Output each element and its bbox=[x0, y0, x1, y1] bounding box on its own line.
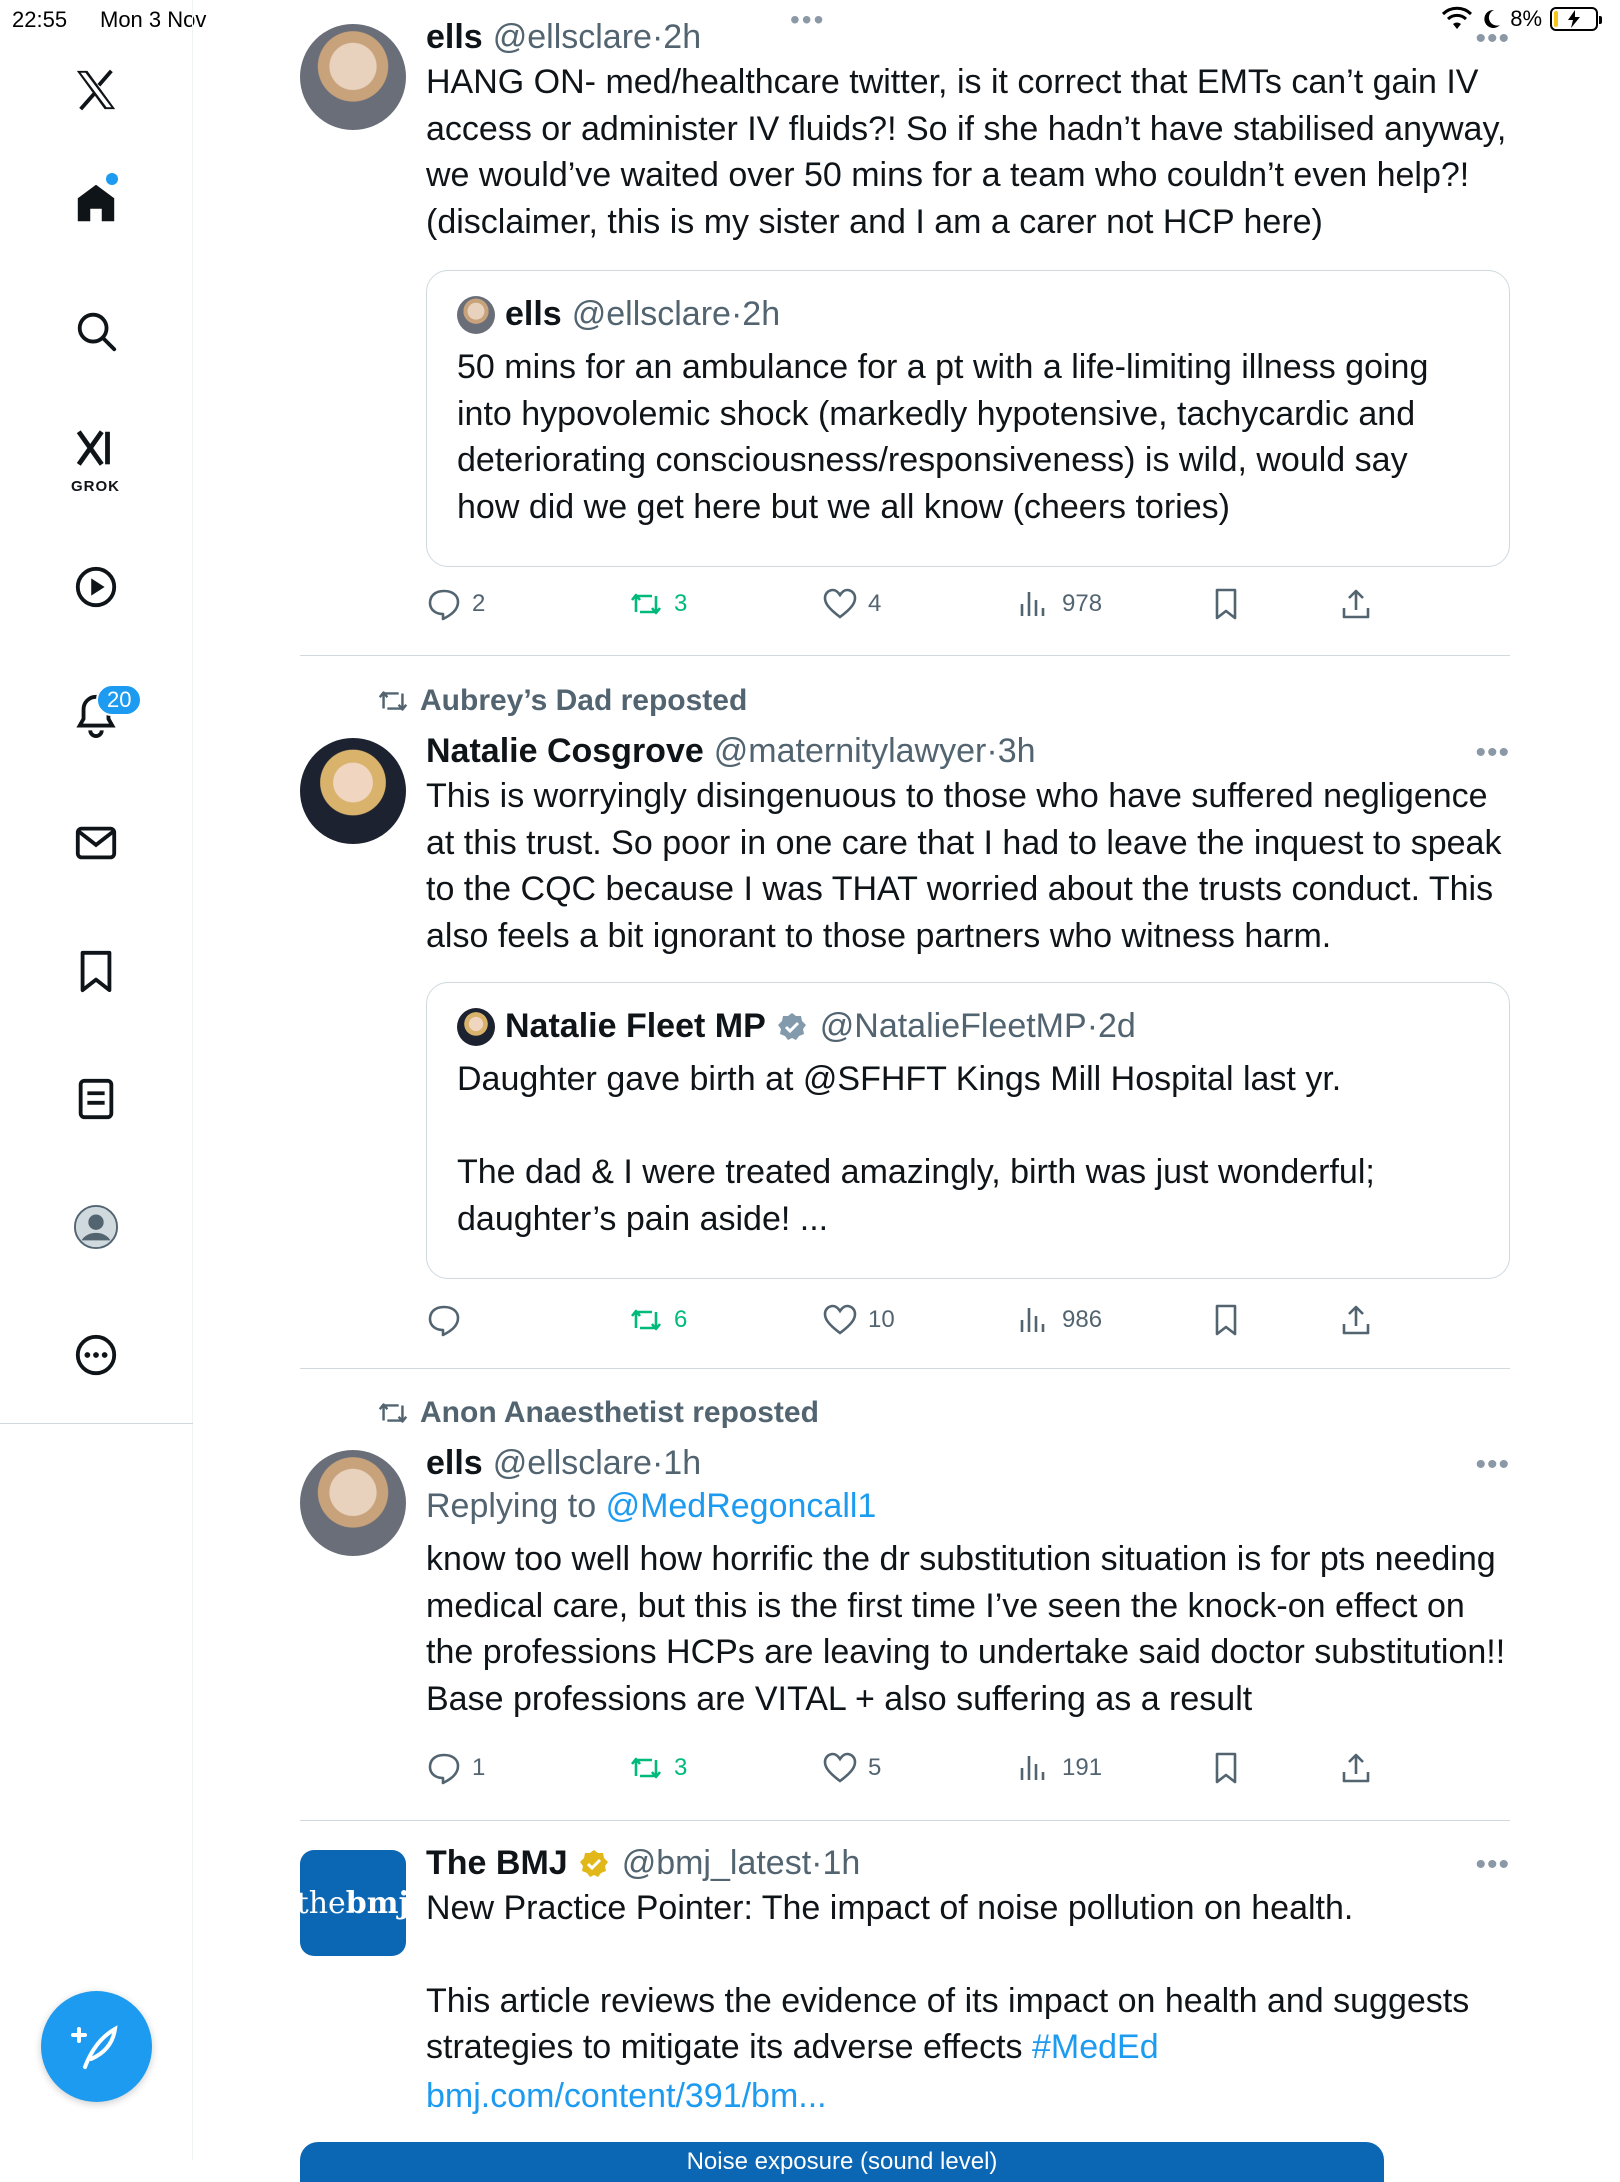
reply-button[interactable] bbox=[426, 586, 485, 622]
sidebar bbox=[0, 0, 193, 2160]
bookmark-icon bbox=[1208, 586, 1244, 622]
views-button[interactable] bbox=[1016, 1750, 1102, 1786]
avatar[interactable] bbox=[300, 738, 406, 844]
tweet-time[interactable]: 1h bbox=[663, 1444, 702, 1482]
quoted-avatar bbox=[457, 1008, 495, 1046]
article-url-link[interactable]: bmj.com/content/391/bm... bbox=[426, 2076, 827, 2115]
like-count: 10 bbox=[868, 1306, 895, 1333]
views-button[interactable] bbox=[1016, 586, 1102, 622]
quoted-tweet[interactable] bbox=[426, 982, 1510, 1279]
share-icon bbox=[1338, 586, 1374, 622]
repost-icon bbox=[376, 684, 410, 718]
link-card-preview[interactable] bbox=[300, 2142, 1384, 2182]
author-handle[interactable]: @maternitylawyer bbox=[713, 732, 987, 770]
reply-icon bbox=[426, 586, 462, 622]
share-button[interactable] bbox=[1338, 586, 1374, 622]
compose-post-button[interactable] bbox=[41, 1991, 152, 2102]
like-button[interactable] bbox=[822, 1750, 881, 1786]
quoted-tweet-time: 2h bbox=[742, 295, 781, 333]
tweet[interactable] bbox=[300, 18, 1510, 648]
tweet-text-paragraph-2 bbox=[426, 1978, 1510, 2071]
repost-icon bbox=[628, 586, 664, 622]
repost-icon bbox=[628, 1750, 664, 1786]
author-name[interactable]: ells bbox=[426, 1444, 483, 1482]
repost-button[interactable] bbox=[628, 1750, 687, 1786]
link-card-title: Noise exposure (sound level) bbox=[686, 2148, 998, 2175]
analytics-icon bbox=[1016, 586, 1052, 622]
repost-count: 3 bbox=[674, 1754, 688, 1781]
tweet[interactable] bbox=[300, 1444, 1510, 1784]
reposted-by-label: Aubrey’s Dad reposted bbox=[420, 684, 748, 717]
author-handle[interactable]: @bmj_latest bbox=[621, 1844, 812, 1882]
tweet-divider bbox=[300, 1820, 1510, 1821]
views-count: 986 bbox=[1062, 1306, 1103, 1333]
tweet-text: know too well how horrific the dr substitution situation is for pts needing medical care, but this is the first time I’ve seen the knock-on effect on the professions HCPs are leaving to undertake said doctor substitution!! Base professions are VITAL + also suffering as a result bbox=[426, 1540, 1506, 1718]
replying-to bbox=[426, 1487, 1510, 1526]
share-icon bbox=[1338, 1302, 1374, 1338]
tweet-text: HANG ON- med/healthcare twitter, is it correct that EMTs can’t gain IV access or administer IV fluids?! So if she hadn’t have stabilised anyway, we would’ve waited over 50 mins for a team who couldn’t even help?! (disclaimer, this is my sister and I am a carer not HCP here) bbox=[426, 63, 1507, 241]
more-options-icon[interactable]: ••• bbox=[1475, 736, 1510, 769]
compose-feather-icon bbox=[71, 2021, 123, 2073]
multitasking-dots-icon[interactable]: ••• bbox=[790, 4, 826, 35]
repost-indicator[interactable] bbox=[376, 684, 747, 718]
separator-dot: · bbox=[651, 1444, 664, 1482]
views-button[interactable] bbox=[1016, 1302, 1102, 1338]
quoted-author-name: Natalie Fleet MP bbox=[505, 1007, 766, 1045]
heart-icon bbox=[822, 1750, 858, 1786]
tweet-time[interactable]: 2h bbox=[663, 18, 702, 56]
separator-dot: · bbox=[730, 295, 743, 333]
verified-badge-icon bbox=[776, 1011, 808, 1043]
bmj-logo-text-b: bmj bbox=[345, 1885, 410, 1921]
repost-icon bbox=[628, 1302, 664, 1338]
reply-button[interactable] bbox=[426, 1302, 472, 1338]
home-icon[interactable] bbox=[61, 168, 131, 238]
quoted-author-handle: @ellsclare bbox=[571, 295, 731, 333]
avatar[interactable] bbox=[300, 1450, 406, 1556]
sidebar-divider bbox=[0, 1423, 193, 1424]
tweet-actions bbox=[426, 586, 1510, 630]
views-count: 978 bbox=[1062, 590, 1103, 617]
quoted-tweet-time: 2d bbox=[1098, 1007, 1136, 1045]
notifications-badge: 20 bbox=[96, 684, 142, 716]
tweet-header bbox=[426, 732, 1510, 771]
verified-gold-badge-icon bbox=[578, 1848, 610, 1880]
like-count: 5 bbox=[868, 1754, 882, 1781]
author-name[interactable]: ells bbox=[426, 18, 483, 56]
repost-button[interactable] bbox=[628, 1302, 687, 1338]
author-handle[interactable]: @ellsclare bbox=[492, 18, 652, 56]
quoted-avatar bbox=[457, 296, 495, 334]
tweet-text-line-1: New Practice Pointer: The impact of noise pollution on health. bbox=[426, 1889, 1354, 1927]
tweet-header bbox=[426, 18, 1510, 57]
heart-icon bbox=[822, 586, 858, 622]
heart-icon bbox=[822, 1302, 858, 1338]
like-count: 4 bbox=[868, 590, 882, 617]
reposted-by-label: Anon Anaesthetist reposted bbox=[420, 1396, 819, 1429]
share-button[interactable] bbox=[1338, 1302, 1374, 1338]
tweet[interactable] bbox=[296, 1844, 1510, 2144]
separator-dot: · bbox=[986, 732, 998, 770]
repost-indicator[interactable] bbox=[376, 1396, 819, 1430]
tweet-time[interactable]: 1h bbox=[822, 1844, 861, 1882]
bookmark-button[interactable] bbox=[1208, 1302, 1244, 1338]
repost-count: 3 bbox=[674, 590, 688, 617]
author-handle[interactable]: @ellsclare bbox=[492, 1444, 652, 1482]
profile-avatar-icon[interactable] bbox=[61, 1192, 131, 1262]
tweet-divider bbox=[300, 655, 1510, 656]
messages-mail-icon[interactable] bbox=[61, 808, 131, 878]
like-button[interactable] bbox=[822, 1302, 895, 1338]
more-options-icon[interactable]: ••• bbox=[1475, 1448, 1510, 1481]
lists-icon[interactable] bbox=[61, 1064, 131, 1134]
separator-dot: · bbox=[1086, 1007, 1099, 1045]
bookmarks-icon[interactable] bbox=[61, 936, 131, 1006]
bookmark-icon bbox=[1208, 1302, 1244, 1338]
tweet-divider bbox=[300, 1368, 1510, 1369]
home-unread-dot bbox=[106, 173, 118, 185]
quoted-tweet-text: 50 mins for an ambulance for a pt with a life-limiting illness going into hypovolemic shock (markedly hypotensive, tachycardic and deteriorating consciousness/responsiveness) is wild, would say how did we get here but we all know (cheers tories) bbox=[457, 348, 1429, 526]
tweet[interactable] bbox=[300, 732, 1510, 1342]
analytics-icon bbox=[1016, 1750, 1052, 1786]
reply-icon bbox=[426, 1750, 462, 1786]
more-options-icon[interactable]: ••• bbox=[1475, 22, 1510, 55]
analytics-icon bbox=[1016, 1302, 1052, 1338]
more-options-icon[interactable] bbox=[61, 1320, 131, 1390]
tweet-text-2: This article reviews the evidence of its impact on health and suggests strategies to mitigate its adverse effects bbox=[426, 1981, 1470, 2066]
grok-label: GROK bbox=[71, 478, 120, 495]
reply-icon bbox=[426, 1302, 462, 1338]
share-icon bbox=[1338, 1750, 1374, 1786]
grok-icon[interactable] bbox=[61, 414, 131, 484]
bmj-logo-text-a: the bbox=[296, 1885, 346, 1921]
tweet-time[interactable]: 3h bbox=[997, 732, 1036, 770]
avatar-bmj-logo[interactable] bbox=[296, 1850, 410, 1956]
author-name[interactable]: Natalie Cosgrove bbox=[426, 732, 704, 770]
quoted-author-name: ells bbox=[505, 295, 562, 333]
search-icon[interactable] bbox=[61, 296, 131, 366]
tweet-text: This is worryingly disingenuous to those who have suffered negligence at this trust. So poor in one care that I had to leave the inquest to speak to the CQC because I was THAT worried about the trusts conduct. This also feels a bit ignorant to those partners who witness harm. bbox=[426, 777, 1502, 955]
status-time: 22:55 bbox=[12, 7, 68, 32]
quoted-tweet[interactable] bbox=[426, 270, 1510, 567]
tweet-actions bbox=[426, 1302, 1510, 1346]
replying-to-label: Replying to bbox=[426, 1487, 597, 1525]
reply-button[interactable] bbox=[426, 1750, 485, 1786]
tweet-header bbox=[426, 1444, 1510, 1483]
author-name[interactable]: The BMJ bbox=[426, 1844, 568, 1882]
quoted-tweet-text: Daughter gave birth at @SFHFT Kings Mill Hospital last yr. The dad & I were treated amazingly, birth was just wonderful; daughter’s pain aside! ... bbox=[457, 1060, 1375, 1238]
quoted-author-handle: @NatalieFleetMP bbox=[819, 1007, 1087, 1045]
views-count: 191 bbox=[1062, 1754, 1103, 1781]
x-logo-icon[interactable] bbox=[61, 55, 131, 125]
quoted-tweet-header bbox=[457, 295, 1479, 334]
avatar[interactable] bbox=[300, 24, 406, 130]
quoted-tweet-header bbox=[457, 1007, 1479, 1046]
battery-percent: 8% bbox=[1510, 6, 1542, 31]
timeline-feed bbox=[193, 0, 1620, 2175]
repost-icon bbox=[376, 1396, 410, 1430]
hashtag-link[interactable]: #MedEd bbox=[1032, 2028, 1159, 2066]
more-options-icon[interactable]: ••• bbox=[1475, 1848, 1510, 1881]
replying-to-handle-link[interactable]: @MedRegoncall1 bbox=[605, 1487, 877, 1525]
tweet-header bbox=[426, 1844, 1510, 1883]
video-play-icon[interactable] bbox=[61, 552, 131, 622]
reply-count: 2 bbox=[472, 590, 486, 617]
separator-dot: · bbox=[651, 18, 664, 56]
like-button[interactable] bbox=[822, 586, 881, 622]
tweet-actions bbox=[426, 1750, 1510, 1794]
bookmark-button[interactable] bbox=[1208, 1750, 1244, 1786]
bookmark-icon bbox=[1208, 1750, 1244, 1786]
bookmark-button[interactable] bbox=[1208, 586, 1244, 622]
status-date: Mon 3 Nov bbox=[100, 7, 207, 32]
repost-count: 6 bbox=[674, 1306, 688, 1333]
reply-count: 1 bbox=[472, 1754, 486, 1781]
repost-button[interactable] bbox=[628, 586, 687, 622]
share-button[interactable] bbox=[1338, 1750, 1374, 1786]
separator-dot: · bbox=[811, 1844, 823, 1882]
